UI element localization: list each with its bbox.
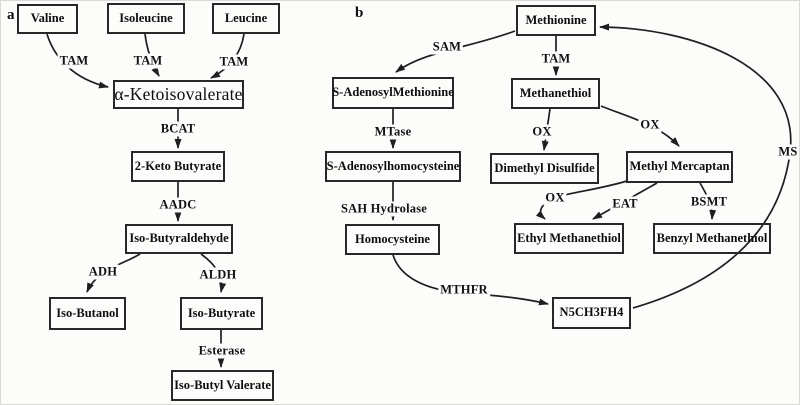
enzyme-label-esterase: Esterase [198,343,246,358]
box-dimethyl-disulfide: Dimethyl Disulfide [490,153,599,184]
box-iso-butyl-valerate: Iso-Butyl Valerate [171,370,274,401]
enzyme-label-sah-hydrolase: SAH Hydrolase [340,201,428,216]
box-ethyl-methanethiol: Ethyl Methanethiol [514,223,624,254]
box-iso-butyraldehyde: Iso-Butyraldehyde [125,224,233,254]
enzyme-label-bsmt: BSMT [690,194,728,209]
enzyme-label-ox-disulfide: OX [532,124,552,139]
enzyme-label-ms: MS [778,144,798,159]
box-isoleucine: Isoleucine [107,3,185,34]
enzyme-label-tam-leucine: TAM [219,54,249,69]
enzyme-label-adh: ADH [88,264,118,279]
box-methyl-mercaptan: Methyl Mercaptan [626,151,733,183]
box-leucine: Leucine [212,3,280,34]
enzyme-label-eat: EAT [612,196,638,211]
box-homocysteine: Homocysteine [345,224,440,255]
enzyme-label-bcat: BCAT [160,121,196,136]
enzyme-label-tam-methionine: TAM [541,51,571,66]
box-iso-butanol: Iso-Butanol [49,297,126,330]
box-iso-butyrate: Iso-Butyrate [180,297,263,330]
enzyme-label-tam-isoleucine: TAM [133,53,163,68]
box-methionine: Methionine [516,5,596,36]
enzyme-label-tam-valine: TAM [59,53,89,68]
box-valine: Valine [17,4,78,34]
box-n5ch3fh4: N5CH3FH4 [552,297,631,329]
enzyme-label-aldh: ALDH [199,267,237,282]
box-2-keto-butyrate: 2-Keto Butyrate [131,151,225,182]
panel-b-label: b [355,5,364,21]
enzyme-label-aadc: AADC [159,197,197,212]
panel-a-label: a [7,7,15,23]
enzyme-label-sam: SAM [432,39,462,54]
box-alpha-ketoisovalerate: α-Ketoisovalerate [113,80,244,109]
box-methanethiol: Methanethiol [511,78,600,109]
enzyme-label-mtase: MTase [374,124,412,139]
box-s-adenosylmethionine: S-AdenosylMethionine [332,77,454,109]
enzyme-label-mthfr: MTHFR [440,282,488,297]
box-s-adenosylhomocysteine: S-Adenosylhomocysteine [325,151,461,182]
enzyme-label-ox-mercaptan: OX [640,117,660,132]
box-benzyl-methanethiol: Benzyl Methanethiol [653,223,771,254]
enzyme-label-ox-ethyl: OX [545,190,565,205]
